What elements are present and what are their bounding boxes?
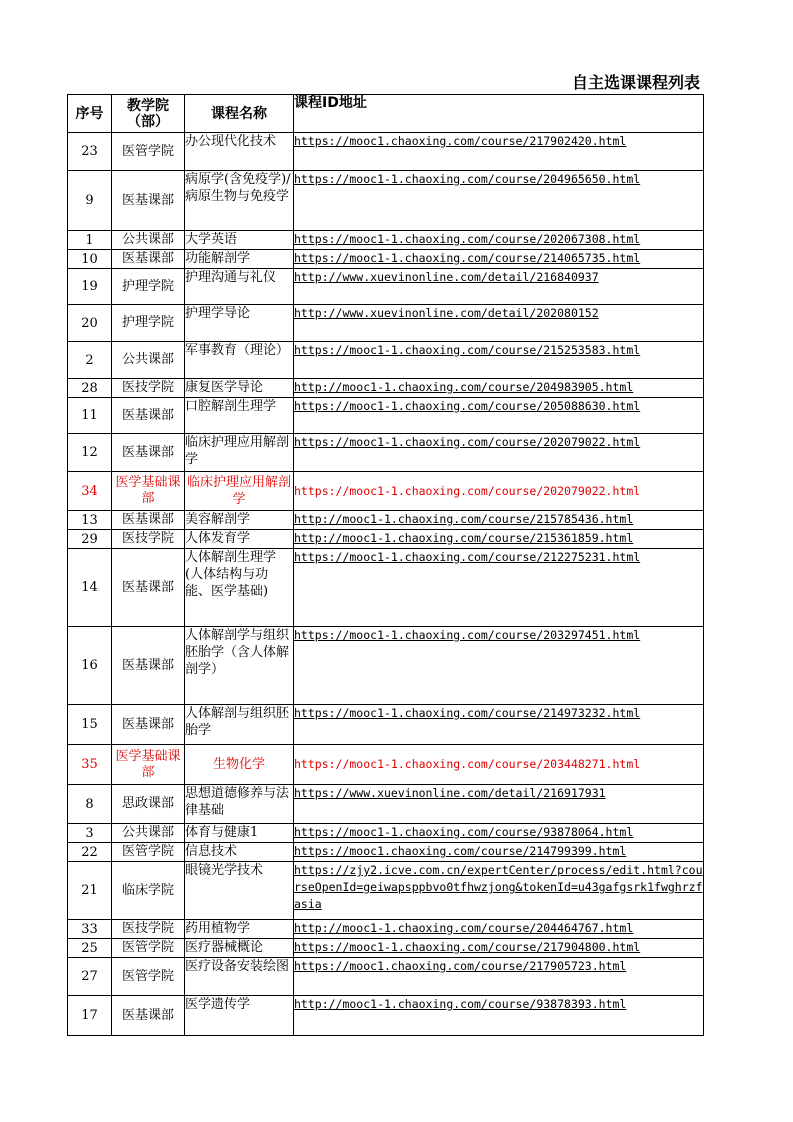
- course-url-link[interactable]: https://zjy2.icve.com.cn/expertCenter/process/edit.html?courseOpenId=geiwapsppbvo0tfhwzjong&tokenId=u43gafgsrk1fwghrzfasia: [294, 863, 703, 911]
- row-seq: 33: [68, 920, 112, 939]
- row-url-cell: [294, 305, 704, 342]
- row-course-name: 护理学导论: [185, 305, 294, 342]
- row-course-name: 药用植物学: [185, 920, 294, 939]
- table-row: [68, 250, 704, 269]
- row-url-cell: [294, 939, 704, 958]
- header-seq: 序号: [68, 95, 112, 133]
- row-course-name: 人体发育学: [185, 530, 294, 549]
- row-seq: 1: [68, 231, 112, 250]
- table-row: [68, 171, 704, 231]
- table-row: [68, 996, 704, 1036]
- course-url-link[interactable]: https://mooc1-1.chaoxing.com/course/214065735.html: [294, 251, 641, 265]
- course-url-link[interactable]: https://mooc1-1.chaoxing.com/course/212275231.html: [294, 550, 641, 564]
- row-url-cell: [294, 705, 704, 745]
- course-url-link[interactable]: https://www.xuevinonline.com/detail/216917931: [294, 786, 606, 800]
- row-seq: 3: [68, 824, 112, 843]
- row-seq: 23: [68, 133, 112, 171]
- row-seq: 19: [68, 269, 112, 305]
- table-row: [68, 549, 704, 627]
- row-dept: 思政课部: [112, 785, 185, 824]
- row-url-cell: [294, 843, 704, 862]
- table-row: [68, 133, 704, 171]
- row-seq: 12: [68, 434, 112, 472]
- row-seq: 10: [68, 250, 112, 269]
- row-dept: 护理学院: [112, 305, 185, 342]
- course-url-link[interactable]: http://mooc1-1.chaoxing.com/course/215361859.html: [294, 531, 634, 545]
- row-seq: 11: [68, 398, 112, 434]
- row-url-cell: [294, 398, 704, 434]
- table-row: [68, 745, 704, 785]
- course-url-link[interactable]: https://mooc1-1.chaoxing.com/course/93878064.html: [294, 825, 634, 839]
- row-dept: 医基课部: [112, 627, 185, 705]
- header-course: 课程名称: [185, 95, 294, 133]
- course-url-link[interactable]: https://mooc1-1.chaoxing.com/course/203297451.html: [294, 628, 641, 642]
- row-course-name: 生物化学: [185, 745, 294, 785]
- course-url-link[interactable]: https://mooc1-1.chaoxing.com/course/217904800.html: [294, 940, 641, 954]
- header-dept-label: 教学院 （部）: [127, 97, 169, 130]
- row-dept: 公共课部: [112, 342, 185, 379]
- table-row: [68, 434, 704, 472]
- row-course-name: 医学遗传学: [185, 996, 294, 1036]
- row-url-cell: [294, 342, 704, 379]
- row-url-cell: [294, 250, 704, 269]
- row-url-cell: [294, 231, 704, 250]
- row-url-cell: [294, 434, 704, 472]
- row-seq: 29: [68, 530, 112, 549]
- row-seq: 21: [68, 862, 112, 920]
- row-seq: 16: [68, 627, 112, 705]
- row-course-name: 医疗器械概论: [185, 939, 294, 958]
- table-row: [68, 305, 704, 342]
- row-course-name: 医疗设备安装绘图: [185, 958, 294, 996]
- row-seq: 28: [68, 379, 112, 398]
- row-course-name: 体育与健康1: [185, 824, 294, 843]
- row-dept: 公共课部: [112, 231, 185, 250]
- row-dept: 医学基础课部: [112, 472, 185, 511]
- course-url-link[interactable]: https://mooc1-1.chaoxing.com/course/202079022.html: [294, 483, 641, 498]
- page-title: 自主选课课程列表: [571, 73, 700, 92]
- row-url-cell: [294, 745, 704, 785]
- row-seq: 13: [68, 511, 112, 530]
- row-seq: 2: [68, 342, 112, 379]
- row-dept: 医基课部: [112, 434, 185, 472]
- course-url-link[interactable]: https://mooc1-1.chaoxing.com/course/215253583.html: [294, 343, 641, 357]
- course-url-link[interactable]: http://www.xuevinonline.com/detail/216840937: [294, 270, 599, 284]
- header-row: [68, 95, 704, 133]
- course-url-link[interactable]: https://mooc1.chaoxing.com/course/217902420.html: [294, 134, 627, 148]
- row-course-name: 人体解剖生理学(人体结构与功能、医学基础): [185, 549, 294, 627]
- course-url-link[interactable]: https://mooc1-1.chaoxing.com/course/202079022.html: [294, 435, 641, 449]
- row-dept: 临床学院: [112, 862, 185, 920]
- row-dept: 医技学院: [112, 379, 185, 398]
- course-url-link[interactable]: https://mooc1-1.chaoxing.com/course/203448271.html: [294, 757, 641, 771]
- row-seq: 9: [68, 171, 112, 231]
- row-dept: 医基课部: [112, 511, 185, 530]
- table-row: [68, 843, 704, 862]
- row-course-name: 病原学(含免疫学)/病原生物与免疫学: [185, 171, 294, 231]
- row-url-cell: [294, 511, 704, 530]
- table-row: [68, 231, 704, 250]
- row-course-name: 人体解剖学与组织胚胎学（含人体解剖学）: [185, 627, 294, 705]
- table-row: [68, 398, 704, 434]
- header-url: 课程ID地址: [294, 95, 704, 133]
- table-row: [68, 705, 704, 745]
- table-row: [68, 511, 704, 530]
- row-seq: 15: [68, 705, 112, 745]
- row-dept: 医基课部: [112, 250, 185, 269]
- table-row: [68, 379, 704, 398]
- table-row: [68, 627, 704, 705]
- table-row: [68, 824, 704, 843]
- row-dept: 医基课部: [112, 705, 185, 745]
- row-course-name: 护理沟通与礼仪: [185, 269, 294, 305]
- row-seq: 8: [68, 785, 112, 824]
- row-seq: 25: [68, 939, 112, 958]
- row-dept: 医管学院: [112, 939, 185, 958]
- course-url-link[interactable]: http://mooc1-1.chaoxing.com/course/204464767.html: [294, 921, 634, 935]
- row-dept: 医学基础课部: [112, 745, 185, 785]
- row-url-cell: [294, 379, 704, 398]
- row-course-name: 功能解剖学: [185, 250, 294, 269]
- row-dept: 医基课部: [112, 398, 185, 434]
- table-row: [68, 958, 704, 996]
- course-table: [67, 94, 704, 1036]
- row-seq: 35: [68, 745, 112, 785]
- row-seq: 17: [68, 996, 112, 1036]
- course-url-link[interactable]: http://www.xuevinonline.com/detail/202080152: [294, 306, 599, 320]
- row-course-name: 美容解剖学: [185, 511, 294, 530]
- course-url-link[interactable]: https://mooc1.chaoxing.com/course/217905723.html: [294, 959, 627, 973]
- row-seq: 22: [68, 843, 112, 862]
- course-url-link[interactable]: http://mooc1-1.chaoxing.com/course/204983905.html: [294, 380, 634, 394]
- row-seq: 34: [68, 472, 112, 511]
- table-row: [68, 785, 704, 824]
- course-url-link[interactable]: https://mooc1-1.chaoxing.com/course/214973232.html: [294, 706, 641, 720]
- row-dept: 医技学院: [112, 530, 185, 549]
- table-row: [68, 472, 704, 511]
- course-url-link[interactable]: http://mooc1-1.chaoxing.com/course/215785436.html: [294, 512, 634, 526]
- row-dept: 医管学院: [112, 843, 185, 862]
- row-url-cell: [294, 958, 704, 996]
- row-seq: 14: [68, 549, 112, 627]
- course-url-link[interactable]: https://mooc1-1.chaoxing.com/course/204965650.html: [294, 172, 641, 186]
- course-url-link[interactable]: http://mooc1-1.chaoxing.com/course/93878393.html: [294, 997, 627, 1011]
- header-dept: [112, 95, 185, 133]
- row-course-name: 人体解剖与组织胚胎学: [185, 705, 294, 745]
- row-dept: 医基课部: [112, 171, 185, 231]
- row-url-cell: [294, 627, 704, 705]
- row-course-name: 眼镜光学技术: [185, 862, 294, 920]
- row-course-name: 康复医学导论: [185, 379, 294, 398]
- row-dept: 医基课部: [112, 996, 185, 1036]
- row-url-cell: [294, 133, 704, 171]
- row-course-name: 临床护理应用解剖学: [185, 472, 294, 511]
- row-url-cell: [294, 920, 704, 939]
- row-dept: 公共课部: [112, 824, 185, 843]
- row-course-name: 思想道德修养与法律基础: [185, 785, 294, 824]
- row-course-name: 口腔解剖生理学: [185, 398, 294, 434]
- table-row: [68, 920, 704, 939]
- row-url-cell: [294, 472, 704, 511]
- row-dept: 医管学院: [112, 133, 185, 171]
- table-row: [68, 530, 704, 549]
- row-course-name: 大学英语: [185, 231, 294, 250]
- course-url-link[interactable]: https://mooc1-1.chaoxing.com/course/202067308.html: [294, 232, 641, 246]
- course-url-link[interactable]: https://mooc1.chaoxing.com/course/214799399.html: [294, 844, 627, 858]
- row-url-cell: [294, 824, 704, 843]
- table-row: [68, 939, 704, 958]
- table-row: [68, 342, 704, 379]
- table-row: [68, 862, 704, 920]
- row-dept: 医管学院: [112, 958, 185, 996]
- row-course-name: 临床护理应用解剖学: [185, 434, 294, 472]
- course-url-link[interactable]: https://mooc1-1.chaoxing.com/course/205088630.html: [294, 399, 641, 413]
- row-course-name: 军事教育（理论）: [185, 342, 294, 379]
- row-dept: 护理学院: [112, 269, 185, 305]
- row-seq: 27: [68, 958, 112, 996]
- row-url-cell: [294, 862, 704, 920]
- row-url-cell: [294, 549, 704, 627]
- row-course-name: 信息技术: [185, 843, 294, 862]
- row-url-cell: [294, 269, 704, 305]
- table-row: [68, 269, 704, 305]
- row-course-name: 办公现代化技术: [185, 133, 294, 171]
- row-url-cell: [294, 996, 704, 1036]
- row-dept: 医技学院: [112, 920, 185, 939]
- row-url-cell: [294, 785, 704, 824]
- row-url-cell: [294, 530, 704, 549]
- row-seq: 20: [68, 305, 112, 342]
- row-dept: 医基课部: [112, 549, 185, 627]
- row-url-cell: [294, 171, 704, 231]
